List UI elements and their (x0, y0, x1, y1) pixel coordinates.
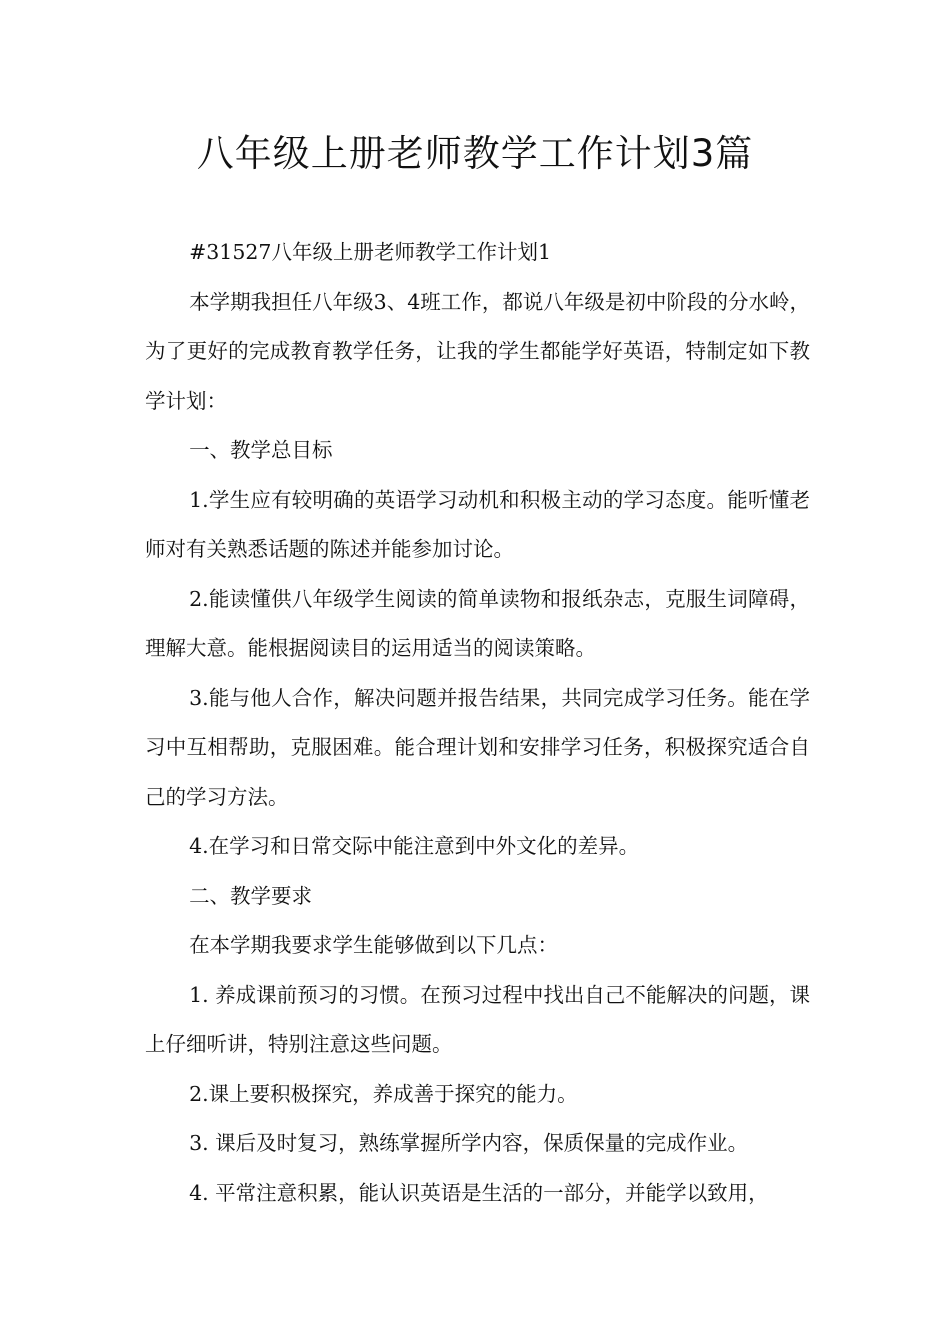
document-paragraph: 3. 课后及时复习，熟练掌握所学内容，保质保量的完成作业。 (189, 1131, 749, 1155)
document-paragraph: 一、教学总目标 (189, 438, 333, 462)
document-title: 八年级上册老师教学工作计划3篇 (196, 132, 754, 175)
document-paragraph: 1. 养成课前预习的习惯。在预习过程中找出自己不能解决的问题，课上仔细听讲，特别注意这些问题。 (145, 982, 810, 1056)
document-paragraph: 二、教学要求 (189, 883, 313, 908)
document-paragraph: #31527八年级上册老师教学工作计划1 (189, 240, 551, 264)
document-body (145, 228, 810, 1218)
document-paragraph: 4.在学习和日常交际中能注意到中外文化的差异。 (189, 834, 640, 858)
document-paragraph: 本学期我担任八年级3、4班工作，都说八年级是初中阶段的分水岭，为了更好的完成教育教学任务，让我的学生都能学好英语，特制定如下教学计划： (145, 289, 810, 413)
document-paragraph: 2.课上要积极探究，养成善于探究的能力。 (189, 1081, 578, 1106)
document-paragraph: 3.能与他人合作，解决问题并报告结果，共同完成学习任务。能在学习中互相帮助，克服困难。能合理计划和安排学习任务，积极探究适合自己的学习方法。 (145, 685, 810, 809)
document-paragraph: 1.学生应有较明确的英语学习动机和积极主动的学习态度。能听懂老师对有关熟悉话题的陈述并能参加讨论。 (145, 487, 810, 561)
document-paragraph: 4. 平常注意积累，能认识英语是生活的一部分，并能学以致用， (189, 1180, 769, 1205)
document-paragraph: 在本学期我要求学生能够做到以下几点： (189, 933, 559, 957)
document-paragraph: 2.能读懂供八年级学生阅读的简单读物和报纸杂志，克服生词障碍，理解大意。能根据阅读目的运用适当的阅读策略。 (145, 586, 810, 660)
